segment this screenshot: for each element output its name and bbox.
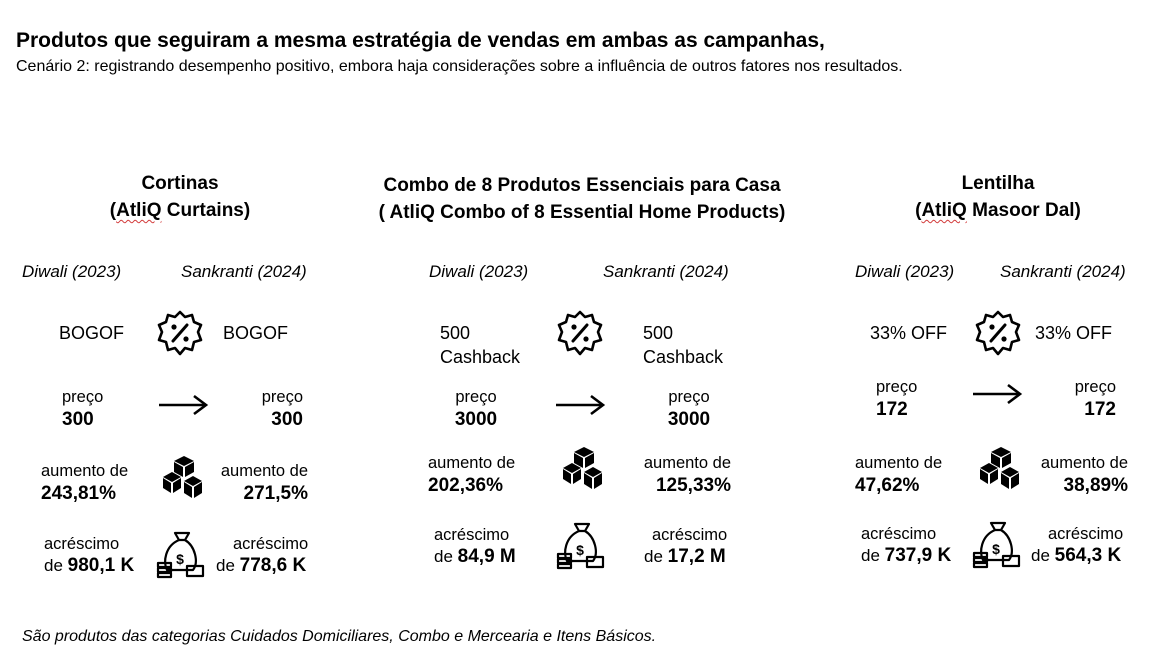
campaign-diwali: Diwali (2023) — [429, 262, 529, 281]
increase-diwali: aumento de 47,62% — [855, 454, 943, 496]
page-subtitle: Cenário 2: registrando desempenho positivo, embora haja considerações sobre a influência de outros fatores nos resultados. — [16, 58, 903, 75]
money-bag-icon — [157, 530, 205, 580]
addition-diwali: de 84,9 M — [434, 546, 516, 567]
addition-label-diwali: acréscimo — [434, 526, 510, 544]
boxes-icon — [160, 455, 206, 501]
price-diwali: preço 300 — [62, 388, 104, 430]
campaign-sankranti: Sankranti (2024) — [603, 262, 729, 281]
product-name-pt: Cortinas — [141, 173, 219, 194]
product-title — [878, 170, 1118, 224]
svg-text:$: $ — [576, 542, 584, 558]
addition-label-sankranti: acréscimo — [652, 526, 728, 544]
strategy-diwali: 33% OFF — [870, 323, 948, 343]
addition-label-sankranti: acréscimo — [1048, 525, 1124, 543]
strategy-diwali: 500 Cashback — [440, 323, 521, 367]
campaign-diwali: Diwali (2023) — [22, 262, 122, 281]
discount-badge-icon — [557, 310, 603, 356]
page-title: Produtos que seguiram a mesma estratégia de vendas em ambas as campanhas, — [16, 29, 825, 52]
strategy-sankranti: 500 Cashback — [643, 323, 724, 367]
product-name-en: (AtliQ Masoor Dal) — [915, 200, 1081, 221]
arrow-right-icon — [972, 383, 1022, 405]
price-sankranti: preço 3000 — [667, 388, 711, 430]
svg-text:$: $ — [992, 541, 1000, 557]
money-bag-icon — [557, 521, 605, 571]
footer-note: São produtos das categorias Cuidados Domiciliares, Combo e Mercearia e Itens Básicos. — [22, 628, 657, 645]
increase-diwali: aumento de 202,36% — [428, 454, 516, 496]
product-title — [80, 170, 280, 224]
addition-diwali: de 737,9 K — [861, 545, 952, 566]
increase-diwali: aumento de 243,81% — [41, 462, 129, 504]
svg-text:$: $ — [176, 551, 184, 567]
increase-sankranti: aumento de 38,89% — [1040, 454, 1128, 496]
product-name-pt: Lentilha — [961, 173, 1035, 194]
price-diwali: preço 3000 — [454, 388, 498, 430]
product-name-en: ( AtliQ Combo of 8 Essential Home Products) — [378, 202, 786, 223]
boxes-icon — [560, 446, 606, 492]
strategy-diwali: BOGOF — [59, 323, 125, 343]
addition-sankranti: de 17,2 M — [644, 546, 726, 567]
strategy-sankranti: 33% OFF — [1035, 323, 1113, 343]
addition-label-sankranti: acréscimo — [233, 535, 309, 553]
boxes-icon — [977, 446, 1023, 492]
campaign-diwali: Diwali (2023) — [855, 262, 955, 281]
arrow-right-icon — [158, 394, 208, 416]
campaign-sankranti: Sankranti (2024) — [181, 262, 307, 281]
money-bag-icon — [973, 520, 1021, 570]
addition-diwali: de 980,1 K — [44, 555, 135, 576]
arrow-right-icon — [555, 394, 605, 416]
increase-sankranti: aumento de 271,5% — [220, 462, 308, 504]
campaign-sankranti: Sankranti (2024) — [1000, 262, 1126, 281]
addition-sankranti: de 564,3 K — [1031, 545, 1122, 566]
product-name-pt: Combo de 8 Produtos Essenciais para Casa — [383, 175, 781, 196]
product-title — [332, 172, 832, 226]
price-diwali: preço 172 — [876, 378, 918, 420]
price-sankranti: preço 172 — [1074, 378, 1116, 420]
addition-label-diwali: acréscimo — [861, 525, 937, 543]
increase-sankranti: aumento de 125,33% — [643, 454, 731, 496]
addition-sankranti: de 778,6 K — [216, 555, 307, 576]
discount-badge-icon — [157, 310, 203, 356]
price-sankranti: preço 300 — [261, 388, 303, 430]
strategy-sankranti: BOGOF — [223, 323, 289, 343]
product-name-en: (AtliQ Curtains) — [109, 200, 251, 221]
addition-label-diwali: acréscimo — [44, 535, 120, 553]
discount-badge-icon — [975, 310, 1021, 356]
